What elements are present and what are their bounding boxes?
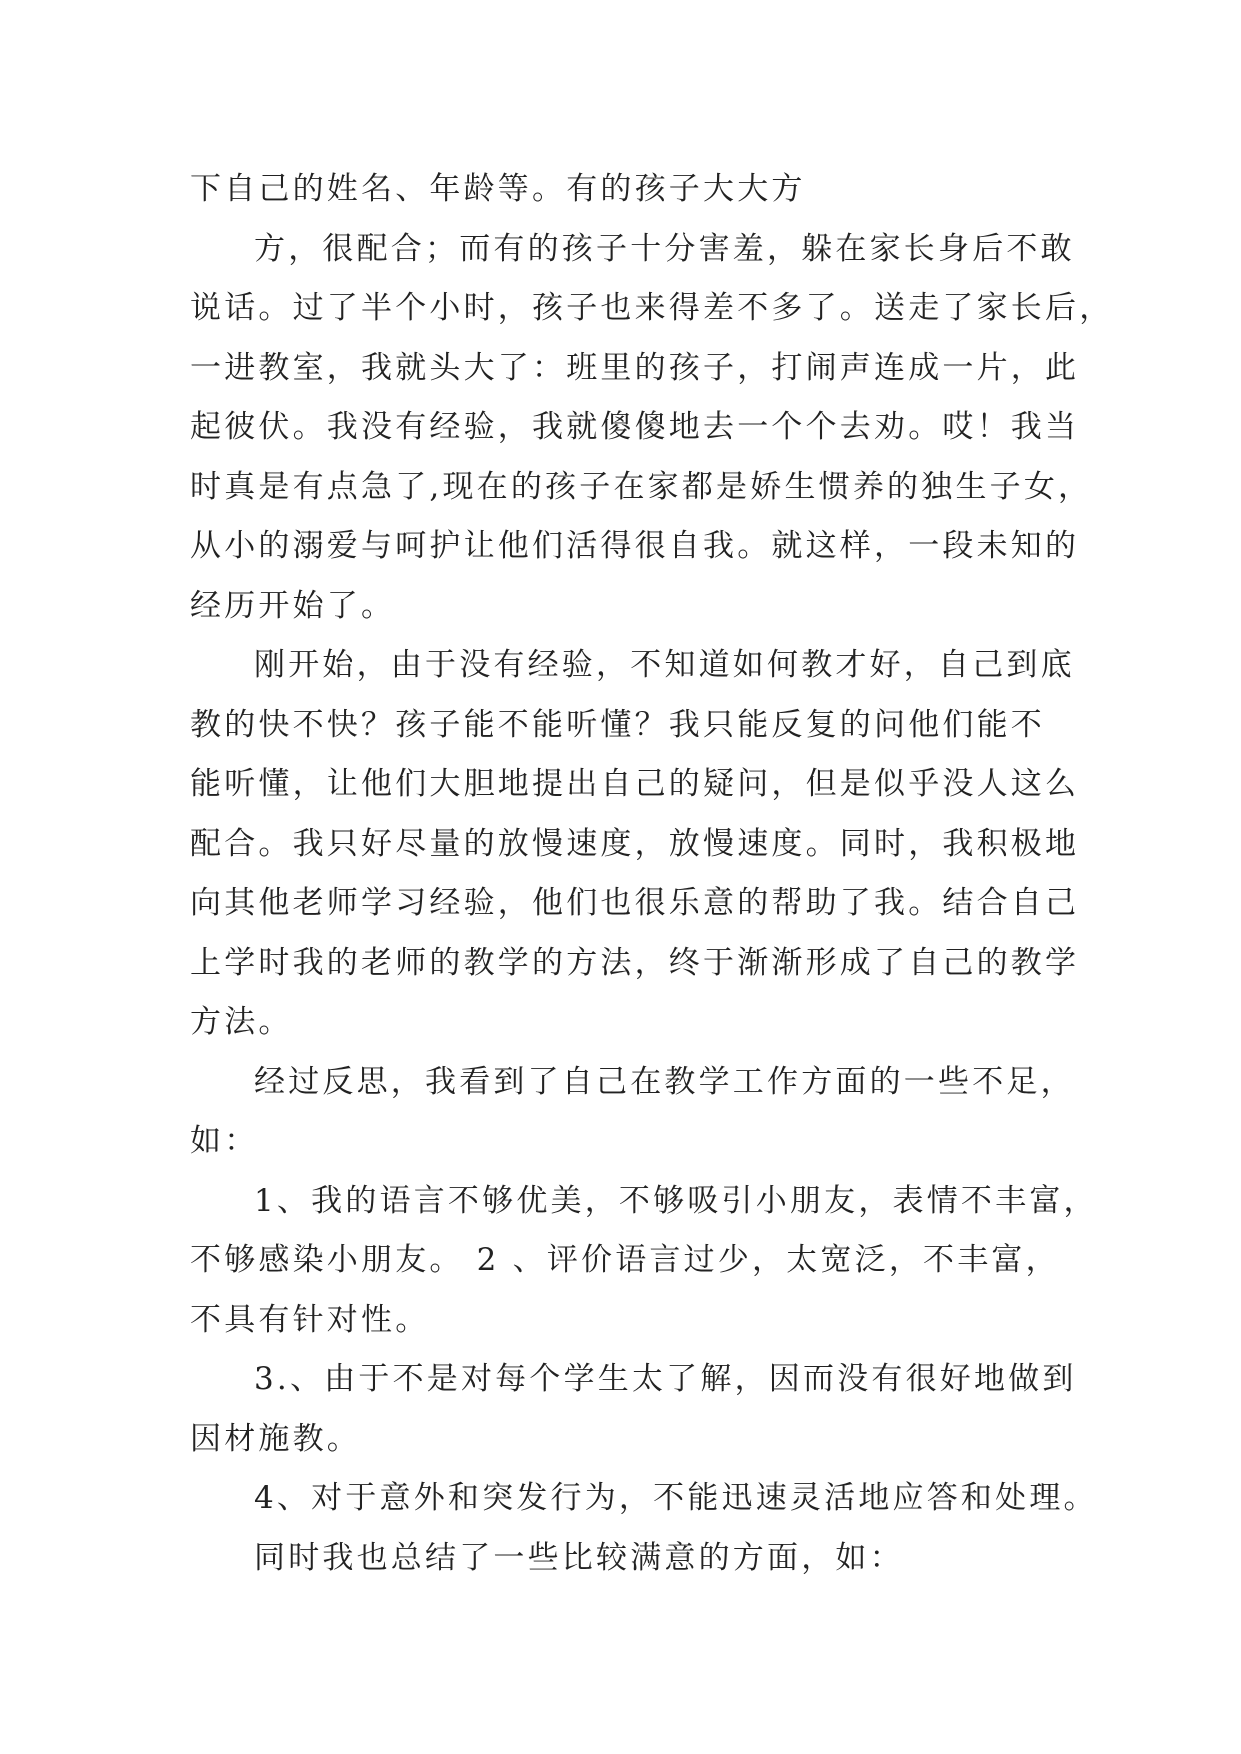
text-line: 说话。过了半个小时，孩子也来得差不多了。送走了家长后， xyxy=(190,290,1114,326)
text-line: 经历开始了。 xyxy=(190,587,396,624)
text-line: 一进教室，我就头大了：班里的孩子，打闹声连成一片，此 xyxy=(190,349,1080,386)
text-line: 从小的溺爱与呵护让他们活得很自我。就这样，一段未知的 xyxy=(190,528,1080,564)
text-line: 1、我的语言不够优美，不够吸引小朋友，表情不丰富， xyxy=(254,1182,1098,1219)
text-line: 教的快不快？孩子能不能听懂？我只能反复的问他们能不 xyxy=(190,706,1045,743)
text-line: 不够感染小朋友。 2 、评价语言过少，太宽泛，不丰富， xyxy=(190,1242,1060,1278)
text-line: 配合。我只好尽量的放慢速度，放慢速度。同时，我积极地 xyxy=(190,825,1080,862)
text-line: 起彼伏。我没有经验，我就傻傻地去一个个去劝。哎！我当 xyxy=(190,409,1080,445)
document-body xyxy=(190,160,1114,1588)
text-line: 上学时我的老师的教学的方法，终于渐渐形成了自己的教学 xyxy=(190,944,1080,981)
text-line: 能听懂，让他们大胆地提出自己的疑问，但是似乎没人这么 xyxy=(190,766,1080,802)
text-line: 3.、由于不是对每个学生太了解，因而没有很好地做到 xyxy=(254,1361,1077,1397)
text-line: 经过反思，我看到了自己在教学工作方面的一些不足， xyxy=(254,1063,1075,1100)
text-line: 方法。 xyxy=(190,1004,293,1040)
text-line: 4、对于意外和突发行为，不能迅速灵活地应答和处理。 xyxy=(254,1480,1098,1516)
text-line: 不具有针对性。 xyxy=(190,1301,430,1338)
text-line: 刚开始，由于没有经验，不知道如何教才好，自己到底 xyxy=(254,647,1075,683)
text-line: 方，很配合；而有的孩子十分害羞，躲在家长身后不敢 xyxy=(254,230,1075,267)
text-line: 时真是有点急了,现在的孩子在家都是娇生惯养的独生子女， xyxy=(190,468,1093,505)
text-line: 下自己的姓名、年龄等。有的孩子大大方 xyxy=(190,171,806,207)
text-line: 同时我也总结了一些比较满意的方面，如： xyxy=(254,1539,904,1576)
text-line: 如： xyxy=(190,1123,259,1159)
text-line: 向其他老师学习经验，他们也很乐意的帮助了我。结合自己 xyxy=(190,885,1080,921)
text-line: 因材施教。 xyxy=(190,1420,361,1457)
